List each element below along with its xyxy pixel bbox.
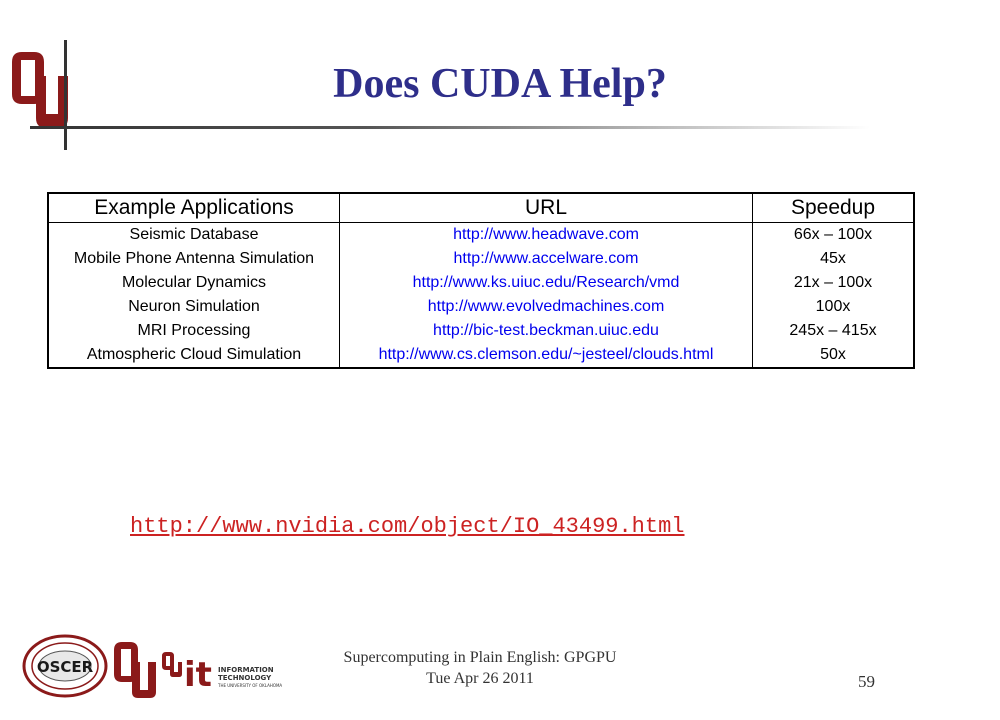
- application-cell: Mobile Phone Antenna Simulation: [48, 247, 340, 271]
- footer-date: Tue Apr 26 2011: [426, 669, 534, 687]
- speedup-cell: 21x – 100x: [753, 271, 915, 295]
- speedup-cell: 50x: [753, 343, 915, 368]
- application-cell: Seismic Database: [48, 223, 340, 248]
- speedup-cell: 245x – 415x: [753, 319, 915, 343]
- table-row: [48, 343, 914, 368]
- table-row: [48, 271, 914, 295]
- svg-text:OSCER: OSCER: [36, 658, 94, 676]
- information-technology-logo-icon: [160, 650, 283, 695]
- slide-title: Does CUDA Help?: [333, 61, 667, 107]
- table-row: [48, 319, 914, 343]
- oscer-logo: [22, 634, 108, 698]
- speedup-cell: 100x: [753, 295, 915, 319]
- url-link[interactable]: http://www.headwave.com: [340, 223, 753, 248]
- svg-text:TECHNOLOGY: TECHNOLOGY: [218, 674, 272, 682]
- page-number: 59: [858, 672, 875, 691]
- application-cell: Atmospheric Cloud Simulation: [48, 343, 340, 368]
- speedup-cell: 45x: [753, 247, 915, 271]
- nvidia-source-link[interactable]: http://www.nvidia.com/object/IO_43499.html: [130, 514, 685, 539]
- svg-text:it: it: [184, 655, 212, 695]
- header-url: URL: [340, 193, 753, 223]
- table-row: [48, 247, 914, 271]
- application-cell: Molecular Dynamics: [48, 271, 340, 295]
- table-row: [48, 295, 914, 319]
- table-row: [48, 223, 914, 248]
- applications-table: [47, 192, 915, 369]
- svg-text:THE UNIVERSITY OF OKLAHOMA: THE UNIVERSITY OF OKLAHOMA: [218, 683, 283, 688]
- header-speedup: Speedup: [753, 193, 915, 223]
- application-cell: MRI Processing: [48, 319, 340, 343]
- header-example-applications: Example Applications: [48, 193, 340, 223]
- ou-footer-logo: [112, 640, 158, 700]
- url-link[interactable]: http://www.evolvedmachines.com: [340, 295, 753, 319]
- url-link[interactable]: http://www.ks.uiuc.edu/Research/vmd: [340, 271, 753, 295]
- oscer-seal-icon: [22, 634, 108, 698]
- footer-caption: [300, 648, 660, 690]
- svg-text:INFORMATION: INFORMATION: [218, 666, 274, 674]
- it-logo: [160, 650, 283, 695]
- header-horizontal-rule: [30, 126, 870, 129]
- application-cell: Neuron Simulation: [48, 295, 340, 319]
- ou-monogram-small-icon: [112, 640, 158, 700]
- speedup-cell: 66x – 100x: [753, 223, 915, 248]
- url-link[interactable]: http://www.accelware.com: [340, 247, 753, 271]
- url-link[interactable]: http://bic-test.beckman.uiuc.edu: [340, 319, 753, 343]
- url-link[interactable]: http://www.cs.clemson.edu/~jesteel/clouds.html: [340, 343, 753, 368]
- footer-course-title: Supercomputing in Plain English: GPGPU: [343, 649, 617, 666]
- table-header-row: [48, 193, 914, 223]
